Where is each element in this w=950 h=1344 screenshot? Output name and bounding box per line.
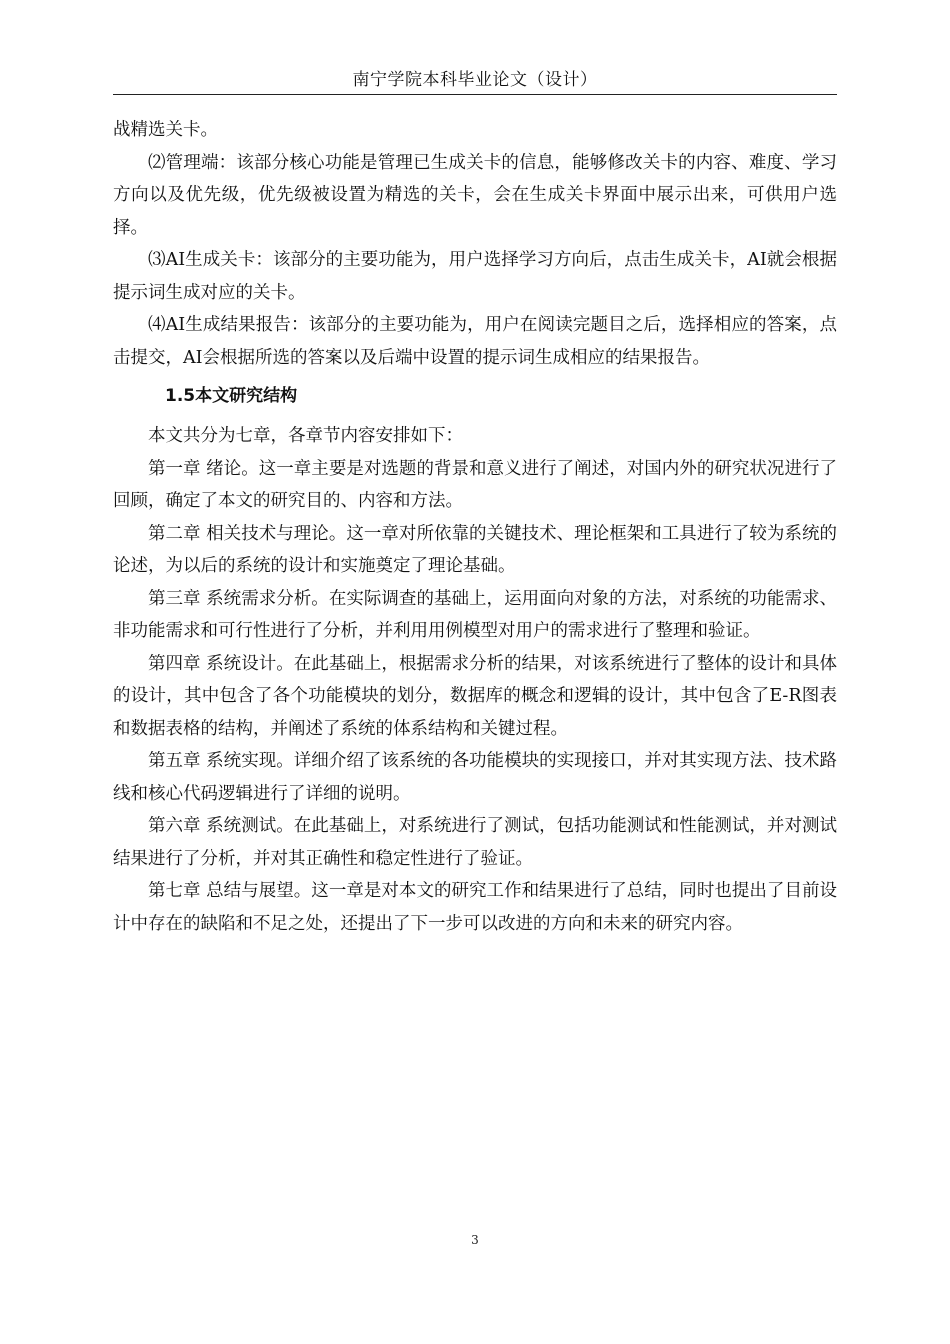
section-heading: 1.5本文研究结构 <box>165 386 298 406</box>
document-body <box>113 114 837 940</box>
paragraph-chapter-7: 第七章 总结与展望。这一章是对本文的研究工作和结果进行了总结，同时也提出了目前设计中存在的缺陷和不足之处，还提出了下一步可以改进的方向和未来的研究内容。 <box>113 881 837 934</box>
paragraph-structure-intro: 本文共分为七章，各章节内容安排如下： <box>148 426 463 446</box>
paragraph-chapter-1: 第一章 绪论。这一章主要是对选题的背景和意义进行了阐述，对国内外的研究状况进行了回顾，确定了本文的研究目的、内容和方法。 <box>113 458 837 511</box>
paragraph-chapter-5: 第五章 系统实现。详细介绍了该系统的各功能模块的实现接口，并对其实现方法、技术路线和核心代码逻辑进行了详细的说明。 <box>113 751 837 804</box>
paragraph-chapter-2: 第二章 相关技术与理论。这一章对所依靠的关键技术、理论框架和工具进行了较为系统的论述，为以后的系统的设计和实施奠定了理论基础。 <box>113 523 837 576</box>
paragraph-admin-module: ⑵管理端：该部分核心功能是管理已生成关卡的信息，能够修改关卡的内容、难度、学习方向以及优先级，优先级被设置为精选的关卡，会在生成关卡界面中展示出来，可供用户选择。 <box>113 152 837 238</box>
paragraph-chapter-4: 第四章 系统设计。在此基础上，根据需求分析的结果，对该系统进行了整体的设计和具体的设计，其中包含了各个功能模块的划分，数据库的概念和逻辑的设计，其中包含了E-R图表和数据表格的结构，并阐述了系统的体系结构和关键过程。 <box>113 653 837 739</box>
header-title: 南宁学院本科毕业论文（设计） <box>352 70 598 90</box>
paragraph-continuation: 战精选关卡。 <box>113 120 218 140</box>
page-number: 3 <box>471 1233 479 1247</box>
page-header <box>113 68 837 95</box>
paragraph-ai-level-generation: ⑶AI生成关卡：该部分的主要功能为，用户选择学习方向后，点击生成关卡，AI就会根据提示词生成对应的关卡。 <box>113 250 837 303</box>
paragraph-chapter-6: 第六章 系统测试。在此基础上，对系统进行了测试，包括功能测试和性能测试，并对测试结果进行了分析，并对其正确性和稳定性进行了验证。 <box>113 816 837 869</box>
paragraph-ai-result-report: ⑷AI生成结果报告：该部分的主要功能为，用户在阅读完题目之后，选择相应的答案，点击提交，AI会根据所选的答案以及后端中设置的提示词生成相应的结果报告。 <box>113 315 837 368</box>
paragraph-chapter-3: 第三章 系统需求分析。在实际调查的基础上，运用面向对象的方法，对系统的功能需求、非功能需求和可行性进行了分析，并利用用例模型对用户的需求进行了整理和验证。 <box>113 588 837 641</box>
